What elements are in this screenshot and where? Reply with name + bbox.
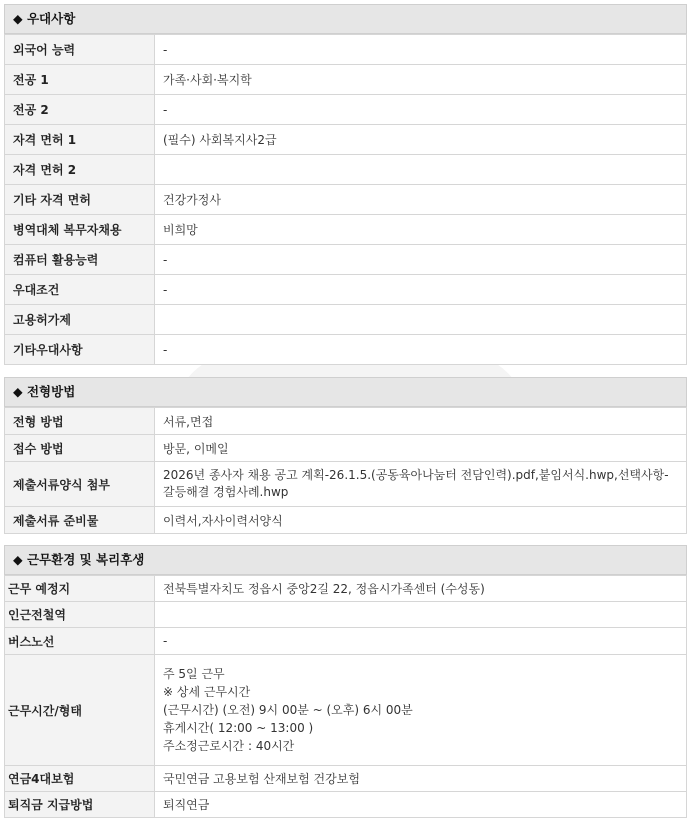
work-table xyxy=(4,575,687,818)
table-row xyxy=(5,125,687,155)
row-value: - xyxy=(155,628,687,655)
row-label: 우대조건 xyxy=(5,275,155,305)
row-value: 건강가정사 xyxy=(155,185,687,215)
row-label: 전공 2 xyxy=(5,95,155,125)
work-hours-detail xyxy=(155,655,687,766)
row-label: 제출서류 준비물 xyxy=(5,507,155,534)
table-row xyxy=(5,655,687,766)
row-label: 제출서류양식 첨부 xyxy=(5,462,155,507)
table-row xyxy=(5,95,687,125)
work-hours-line: 휴게시간( 12:00 ~ 13:00 ) xyxy=(163,721,314,735)
table-row xyxy=(5,507,687,534)
row-value: - xyxy=(155,245,687,275)
table-row xyxy=(5,275,687,305)
attachment-links[interactable]: 2026년 종사자 채용 공고 계획-26.1.5.(공동육아나눔터 전담인력).pdf,붙임서식.hwp,선택사항-갈등해결 경험사례.hwp xyxy=(155,462,687,507)
row-label: 고용허가제 xyxy=(5,305,155,335)
row-value: - xyxy=(155,35,687,65)
table-row xyxy=(5,185,687,215)
row-value: 방문, 이메일 xyxy=(155,435,687,462)
row-label: 연금4대보험 xyxy=(5,766,155,792)
selection-section xyxy=(4,377,687,534)
row-value: 국민연금 고용보험 산재보험 건강보험 xyxy=(155,766,687,792)
row-value: - xyxy=(155,335,687,365)
row-value: - xyxy=(155,95,687,125)
row-label: 병역대체 복무자채용 xyxy=(5,215,155,245)
row-value: 전북특별자치도 정읍시 중앙2길 22, 정읍시가족센터 (수성동) xyxy=(155,576,687,602)
selection-table xyxy=(4,407,687,534)
row-value: 퇴직연금 xyxy=(155,792,687,818)
row-label: 기타 자격 면허 xyxy=(5,185,155,215)
table-row xyxy=(5,628,687,655)
row-label: 전공 1 xyxy=(5,65,155,95)
row-label: 퇴직금 지급방법 xyxy=(5,792,155,818)
table-row xyxy=(5,65,687,95)
preferences-section xyxy=(4,4,687,365)
row-label: 인근전철역 xyxy=(5,602,155,628)
table-row xyxy=(5,576,687,602)
table-row xyxy=(5,792,687,818)
table-row xyxy=(5,462,687,507)
table-row xyxy=(5,35,687,65)
row-label: 근무시간/형태 xyxy=(5,655,155,766)
row-value: 가족·사회·복지학 xyxy=(155,65,687,95)
row-label: 컴퓨터 활용능력 xyxy=(5,245,155,275)
work-title: ◆ 근무환경 및 복리후생 xyxy=(4,545,687,575)
row-value: - xyxy=(155,275,687,305)
row-value: 비희망 xyxy=(155,215,687,245)
work-hours-line: (근무시간) (오전) 9시 00분 ~ (오후) 6시 00분 xyxy=(163,703,413,717)
work-section xyxy=(4,545,687,818)
table-row xyxy=(5,602,687,628)
row-value: 이력서,자사이력서양식 xyxy=(155,507,687,534)
preferences-title: ◆ 우대사항 xyxy=(4,4,687,34)
work-hours-line: ※ 상세 근무시간 xyxy=(163,685,251,699)
table-row xyxy=(5,335,687,365)
row-value xyxy=(155,305,687,335)
row-label: 자격 면허 2 xyxy=(5,155,155,185)
selection-title: ◆ 전형방법 xyxy=(4,377,687,407)
work-hours-line: 주소정근로시간 : 40시간 xyxy=(163,739,295,753)
table-row xyxy=(5,408,687,435)
work-hours-line: 주 5일 근무 xyxy=(163,667,225,681)
row-label: 접수 방법 xyxy=(5,435,155,462)
row-label: 근무 예정지 xyxy=(5,576,155,602)
row-label: 외국어 능력 xyxy=(5,35,155,65)
table-row xyxy=(5,435,687,462)
row-label: 자격 면허 1 xyxy=(5,125,155,155)
table-row xyxy=(5,245,687,275)
table-row xyxy=(5,305,687,335)
table-row xyxy=(5,215,687,245)
table-row xyxy=(5,766,687,792)
preferences-table xyxy=(4,34,687,365)
row-label: 전형 방법 xyxy=(5,408,155,435)
row-label: 기타우대사항 xyxy=(5,335,155,365)
table-row xyxy=(5,155,687,185)
row-value: (필수) 사회복지사2급 xyxy=(155,125,687,155)
row-value: 서류,면접 xyxy=(155,408,687,435)
row-label: 버스노선 xyxy=(5,628,155,655)
row-value xyxy=(155,155,687,185)
row-value xyxy=(155,602,687,628)
